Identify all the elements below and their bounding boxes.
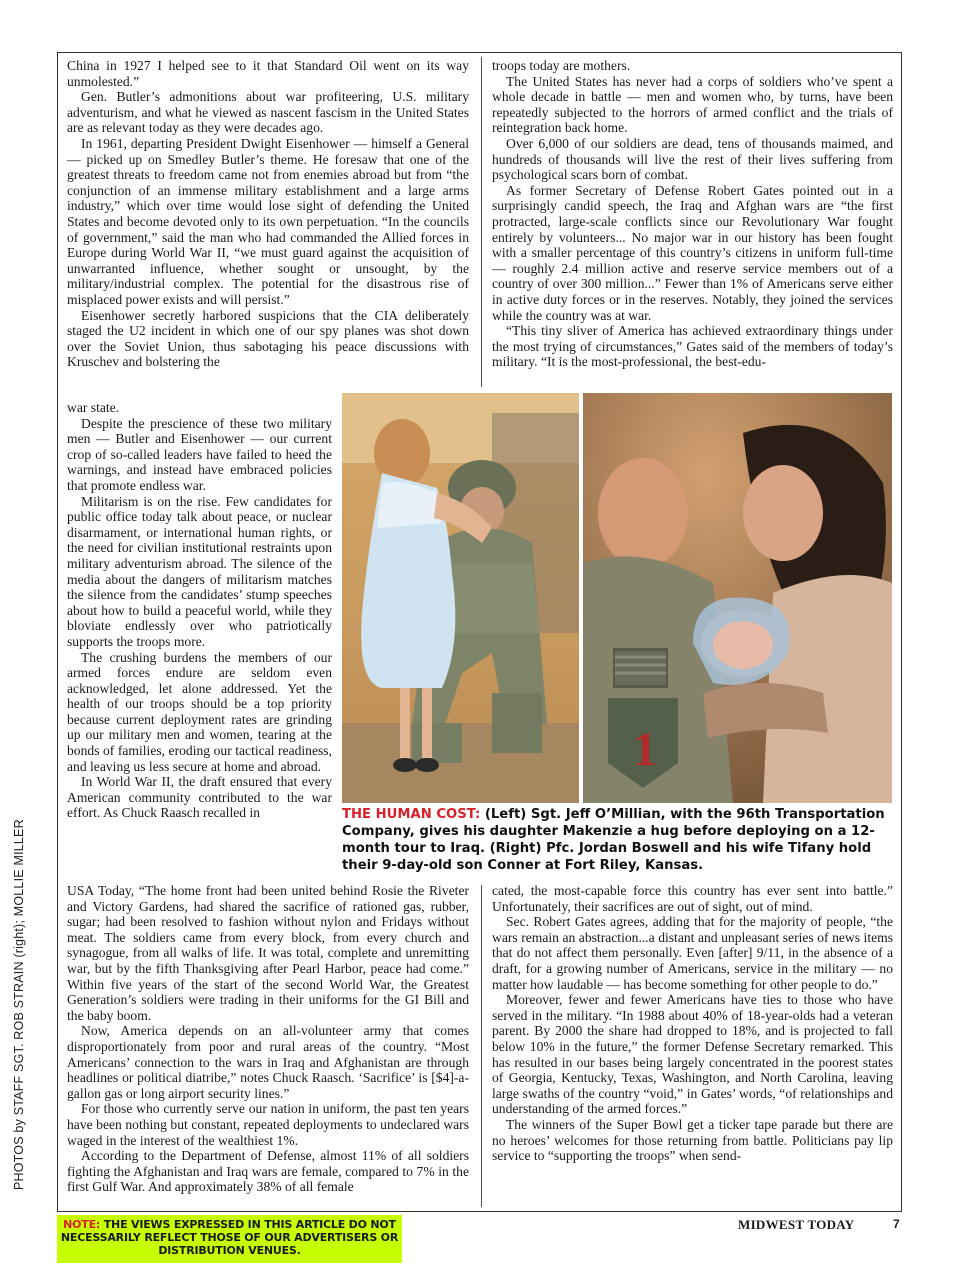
article-paragraph: In World War II, the draft ensured that every American community contributed to the war effort. As Chuck Raasch recalled in: [67, 774, 332, 821]
article-paragraph: Eisenhower secretly harbored suspicions that the CIA deliberately staged the U2 incident in which one of our spy planes was shot down over the Soviet Union, thus sabotaging his peace discussions with Kruschev and bolstering the: [67, 307, 469, 370]
article-paragraph: For those who currently serve our nation in uniform, the past ten years have been nothing but constant, repeated deployments to undeclared wars waged in the interest of the wealthiest 1%.: [67, 1101, 469, 1148]
column-divider-bottom: [481, 885, 482, 1207]
article-paragraph: Moreover, fewer and fewer Americans have ties to those who have served in the military. “In 1988 about 40% of 18-year-olds had a veteran parent. By 2000 the share had dropped to 18%, and is projected to fall below 10% in the future,” the former Defense Secretary remarked. This has resulted in our bases being largely concentrated in the poorest states of Georgia, Kentucky, Texas, Washington, and North Carolina, leaving large swaths of the country “void,” in Gates’ words, “of relationships and understanding of the armed forces.”: [492, 992, 893, 1117]
article-paragraph: The winners of the Super Bowl get a ticker tape parade but there are no heroes’ welcomes for those returning from battle. Politicians pay lip service to “supporting the troops” when send-: [492, 1116, 893, 1164]
article-column-right-top: [492, 58, 893, 370]
article-paragraph: Despite the prescience of these two military men — Butler and Eisenhower — our current crop of so-called leaders have failed to heed the warnings, and instead have embraced policies that promote endless war.: [67, 415, 332, 493]
article-paragraph: USA Today, “The home front had been united behind Rosie the Riveter and Victory Gardens, had shared the sacrifice of rationed gas, rubber, sugar; had been resolved to fashion without nylon and Fridays without meat. The soldiers came from every block, from every church and synagogue, from all walks of life. It was total, complete and unremitting war, but by the fifth Thanksgiving after Pearl Harbor, peace had come.” Within five years of the start of the second World War, the Greatest Generation’s soldiers were trading in their uniforms for the GI Bill and the baby boom.: [67, 883, 469, 1023]
article-paragraph: Over 6,000 of our soldiers are dead, tens of thousands maimed, and hundreds of thousands will live the rest of their lives suffering from psychological scars born of combat.: [492, 135, 893, 183]
disclaimer-note: [57, 1215, 402, 1263]
article-paragraph: Militarism is on the rise. Few candidates for public office today talk about peace, or nuclear disarmament, or international human rights, or the need for civilian institutional restraints upon military adventurism abroad. The silence of the media about the dangers of militarism matches the silence from the candidates’ stump speeches about how to build a peaceful world, while they bloviate endlessly over who patriotically supports the troops more.: [67, 493, 332, 649]
article-paragraph: As former Secretary of Defense Robert Gates pointed out in a surprisingly candid speech, the Iraq and Afghan wars are “the first protracted, large-scale conflicts since our Revolutionary War fought entirely by volunteers... No major war in our history has been fought with a smaller percentage of this country’s citizens in uniform full-time — roughly 2.4 million active and reserve service members out of a country of over 300 million...” Fewer than 1% of Americans serve either in active duty forces or in the reserves. Notably, they joined the services while the country was at war.: [492, 182, 893, 323]
column-divider-top: [481, 57, 482, 387]
caption-lead: THE HUMAN COST:: [342, 807, 481, 822]
caption-text: (Left) Sgt. Jeff O’Millian, with the 96th Transportation Company, gives his daughter Makenzie a hug before deploying on a 12-month tour to Iraq. (Right) Pfc. Jordan Boswell and his wife Tifany hold their 9-day-old son Conner at Fort Riley, Kansas.: [342, 807, 885, 873]
article-column-narrow: [67, 400, 332, 821]
article-paragraph: China in 1927 I helped see to it that Standard Oil went on its way unmolested.”: [67, 58, 469, 89]
article-column-left-top: [67, 58, 469, 370]
article-paragraph: cated, the most-capable force this country has ever sent into battle.” Unfortunately, their sacrifices are out of sight, out of mind.: [492, 883, 893, 914]
article-paragraph: Now, America depends on an all-volunteer army that comes disproportionately from poor and rural areas of the country. “Most Americans’ connection to the wars in Iraq and Afghanistan are through headlines or political diatribe,” notes Chuck Raasch. ‘Sacrifice’ is [$4]-a-gallon gas or long airport security lines.”: [67, 1023, 469, 1101]
article-paragraph: In 1961, departing President Dwight Eisenhower — himself a General — picked up on Smedley Butler’s theme. He foresaw that one of the greatest threats to freedom came not from enemies abroad but from “the conjunction of an immense military establishment and a large arms industry,” which over time would lose sight of defending the United States and become devoted only to its own perpetuation. “In the councils of government,” said the man who had commanded the Allied forces in Europe during World War II, “we must guard against the acquisition of unwarranted influence, whether sought or unsought, by the military/industrial complex. The potential for the disastrous rise of misplaced power exists and will persist.”: [67, 135, 469, 307]
photo-soldier-daughter-hug: [342, 393, 579, 803]
article-paragraph: Sec. Robert Gates agrees, adding that for the majority of people, “the wars remain an abstraction...a distant and unpleasant series of news items that do not affect them personally. Even [after] 9/11, in the absence of a draft, for a growing number of Americans, service in the military — no matter how laudable — has become something for other people to do.”: [492, 914, 893, 992]
note-text: THE VIEWS EXPRESSED IN THIS ARTICLE DO NOT NECESSARILY REFLECT THOSE OF OUR ADVERTISERS OR DISTRIBUTION VENUES.: [60, 1218, 399, 1257]
article-paragraph: war state.: [67, 400, 120, 415]
photo-caption: [342, 806, 887, 874]
photo-credit: PHOTOS by STAFF SGT. ROB STRAIN (right); MOLLIE MILLER: [12, 819, 26, 1190]
publication-name: MIDWEST TODAY: [738, 1217, 855, 1232]
photo-couple-newborn: [583, 393, 892, 803]
article-paragraph: troops today are mothers.: [492, 58, 631, 73]
article-paragraph: The crushing burdens the members of our armed forces endure are seldom even acknowledged, let alone addressed. Yet the health of our troops should be a top priority because current deployment rates are grinding up our military men and women, tearing at the bonds of families, eroding our tactical readiness, and leaving us less secure at home and abroad.: [67, 649, 332, 774]
article-paragraph: The United States has never had a corps of soldiers who’ve spent a whole decade in battle — men and women who, by turns, have been repeatedly subjected to the horrors of armed conflict and the trials of reintegration back home.: [492, 73, 893, 136]
note-label: NOTE:: [63, 1218, 101, 1231]
article-column-left-bottom: [67, 883, 469, 1195]
page-number: 7: [893, 1217, 900, 1231]
article-paragraph: Gen. Butler’s admonitions about war profiteering, U.S. military adventurism, and what he viewed as nascent fascism in the United States are as relevant today as they were decades ago.: [67, 89, 469, 136]
svg-text:1: 1: [633, 723, 657, 776]
article-paragraph: According to the Department of Defense, almost 11% of all soldiers fighting the Afghanistan and Iraq wars are female, compared to 7% in the first Gulf War. And approximately 38% of all female: [67, 1148, 469, 1195]
article-paragraph: “This tiny sliver of America has achieved extraordinary things under the most trying of circumstances,” Gates said of the members of today’s military. “It is the most-professional, the best-edu-: [492, 323, 893, 370]
article-column-right-bottom: [492, 883, 893, 1164]
